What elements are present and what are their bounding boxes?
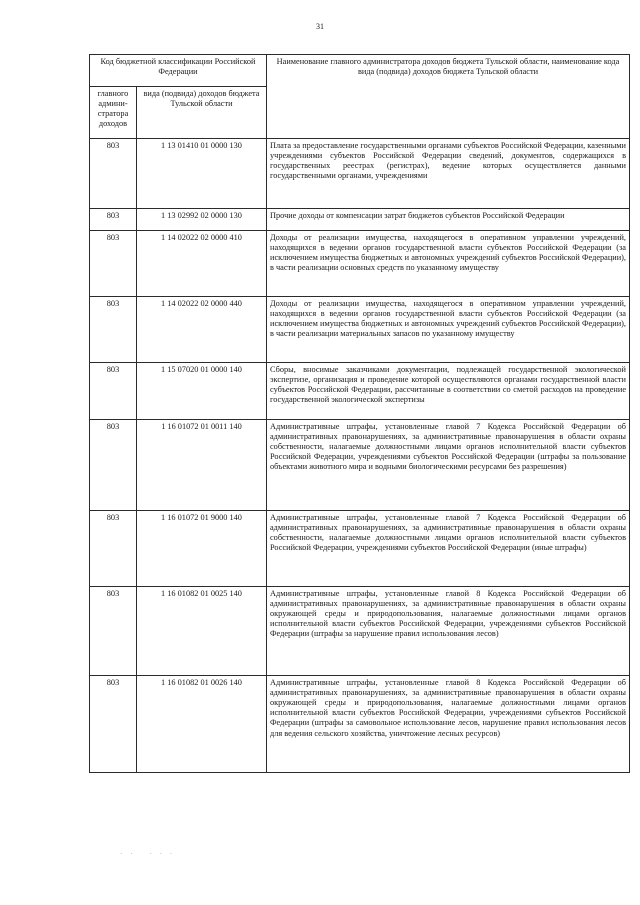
table-row xyxy=(90,420,630,511)
budget-code-cell: 1 14 02022 02 0000 410 xyxy=(137,231,267,297)
header-chief-administrator: главного админи-стратора доходов xyxy=(90,87,137,139)
admin-code-cell: 803 xyxy=(90,139,137,209)
description-cell: Административные штрафы, установленные главой 7 Кодекса Российской Федерации об административных правонарушениях, за административные правонарушения в области охраны собственности, налагаемые должностными лицами органов исполнительной власти субъектов Российской Федерации, учреждениями субъектов Российской Федерации (штрафы за пользование объектами животного мира и водными биологическими ресурсами без разрешения) xyxy=(267,420,630,511)
header-revenue-kind: вида (подвида) доходов бюджета Тульской области xyxy=(137,87,267,139)
description-cell: Доходы от реализации имущества, находящегося в оперативном управлении учреждений, находящихся в ведении органов государственной власти субъектов Российской Федерации (за исключением имущества бюджетных и автономных учреждений субъектов Российской Федерации), в части реализации основных средств по указанному имуществу xyxy=(267,231,630,297)
description-cell: Прочие доходы от компенсации затрат бюджетов субъектов Российской Федерации xyxy=(267,209,630,231)
table-row xyxy=(90,139,630,209)
table-row xyxy=(90,511,630,587)
budget-code-cell: 1 15 07020 01 0000 140 xyxy=(137,363,267,420)
admin-code-cell: 803 xyxy=(90,511,137,587)
description-cell: Административные штрафы, установленные главой 8 Кодекса Российской Федерации об административных правонарушениях, за административные правонарушения в области охраны окружающей среды и природопользования, налагаемые должностными лицами органов исполнительной власти субъектов Российской Федерации, учреждениями субъектов Российской Федерации (штрафы за нарушение правил использования лесов) xyxy=(267,587,630,676)
table-row xyxy=(90,231,630,297)
admin-code-cell: 803 xyxy=(90,363,137,420)
admin-code-cell: 803 xyxy=(90,587,137,676)
header-administrator-name: Наименование главного администратора доходов бюджета Тульской области, наименование кода вида (подвида) доходов бюджета Тульской области xyxy=(267,55,630,139)
budget-code-cell: 1 16 01082 01 0025 140 xyxy=(137,587,267,676)
table-row xyxy=(90,676,630,773)
admin-code-cell: 803 xyxy=(90,297,137,363)
description-cell: Сборы, вносимые заказчиками документации, подлежащей государственной экологической экспертизе, организация и проведение которой осуществляются органами государственной власти субъектов Российской Федерации, рассчитанные в соответствии со сметой расходов на проведение государственной экологической экспертизы xyxy=(267,363,630,420)
description-cell: Административные штрафы, установленные главой 8 Кодекса Российской Федерации об административных правонарушениях, за административные правонарушения в области охраны окружающей среды и природопользования, налагаемые должностными лицами органов исполнительной власти субъектов Российской Федерации, учреждениями субъектов Российской Федерации (штрафы за самовольное использование лесов, нарушение правил использования лесов для ведения сельского хозяйства, уничтожение лесных ресурсов) xyxy=(267,676,630,773)
budget-codes-table xyxy=(89,54,630,773)
description-cell: Административные штрафы, установленные главой 7 Кодекса Российской Федерации об административных правонарушениях, за административные правонарушения в области охраны собственности, налагаемые должностными лицами органов исполнительной власти субъектов Российской Федерации, учреждениями субъектов Российской Федерации (иные штрафы) xyxy=(267,511,630,587)
admin-code-cell: 803 xyxy=(90,231,137,297)
table-row xyxy=(90,209,630,231)
header-budget-classification: Код бюджетной классификации Российской Федерации xyxy=(90,55,267,87)
table-row xyxy=(90,587,630,676)
budget-code-cell: 1 16 01072 01 0011 140 xyxy=(137,420,267,511)
budget-code-cell: 1 16 01082 01 0026 140 xyxy=(137,676,267,773)
budget-code-cell: 1 14 02022 02 0000 440 xyxy=(137,297,267,363)
description-cell: Доходы от реализации имущества, находящегося в оперативном управлении учреждений, находящихся в ведении органов государственной власти субъектов Российской Федерации (за исключением имущества бюджетных и автономных учреждений субъектов Российской Федерации), в части реализации материальных запасов по указанному имуществу xyxy=(267,297,630,363)
admin-code-cell: 803 xyxy=(90,676,137,773)
table-row xyxy=(90,297,630,363)
budget-code-cell: 1 13 01410 01 0000 130 xyxy=(137,139,267,209)
description-cell: Плата за предоставление государственными органами субъектов Российской Федерации, казенными учреждениями субъектов Российской Федерации сведений, документов, содержащихся в государственных реестрах (регистрах), ведение которых осуществляется данными государственными органами, учреждениями xyxy=(267,139,630,209)
table-row xyxy=(90,363,630,420)
budget-code-cell: 1 16 01072 01 9000 140 xyxy=(137,511,267,587)
budget-code-cell: 1 13 02992 02 0000 130 xyxy=(137,209,267,231)
page-number: 31 xyxy=(316,22,324,31)
scan-specks: · · · · · xyxy=(120,850,176,858)
admin-code-cell: 803 xyxy=(90,209,137,231)
admin-code-cell: 803 xyxy=(90,420,137,511)
